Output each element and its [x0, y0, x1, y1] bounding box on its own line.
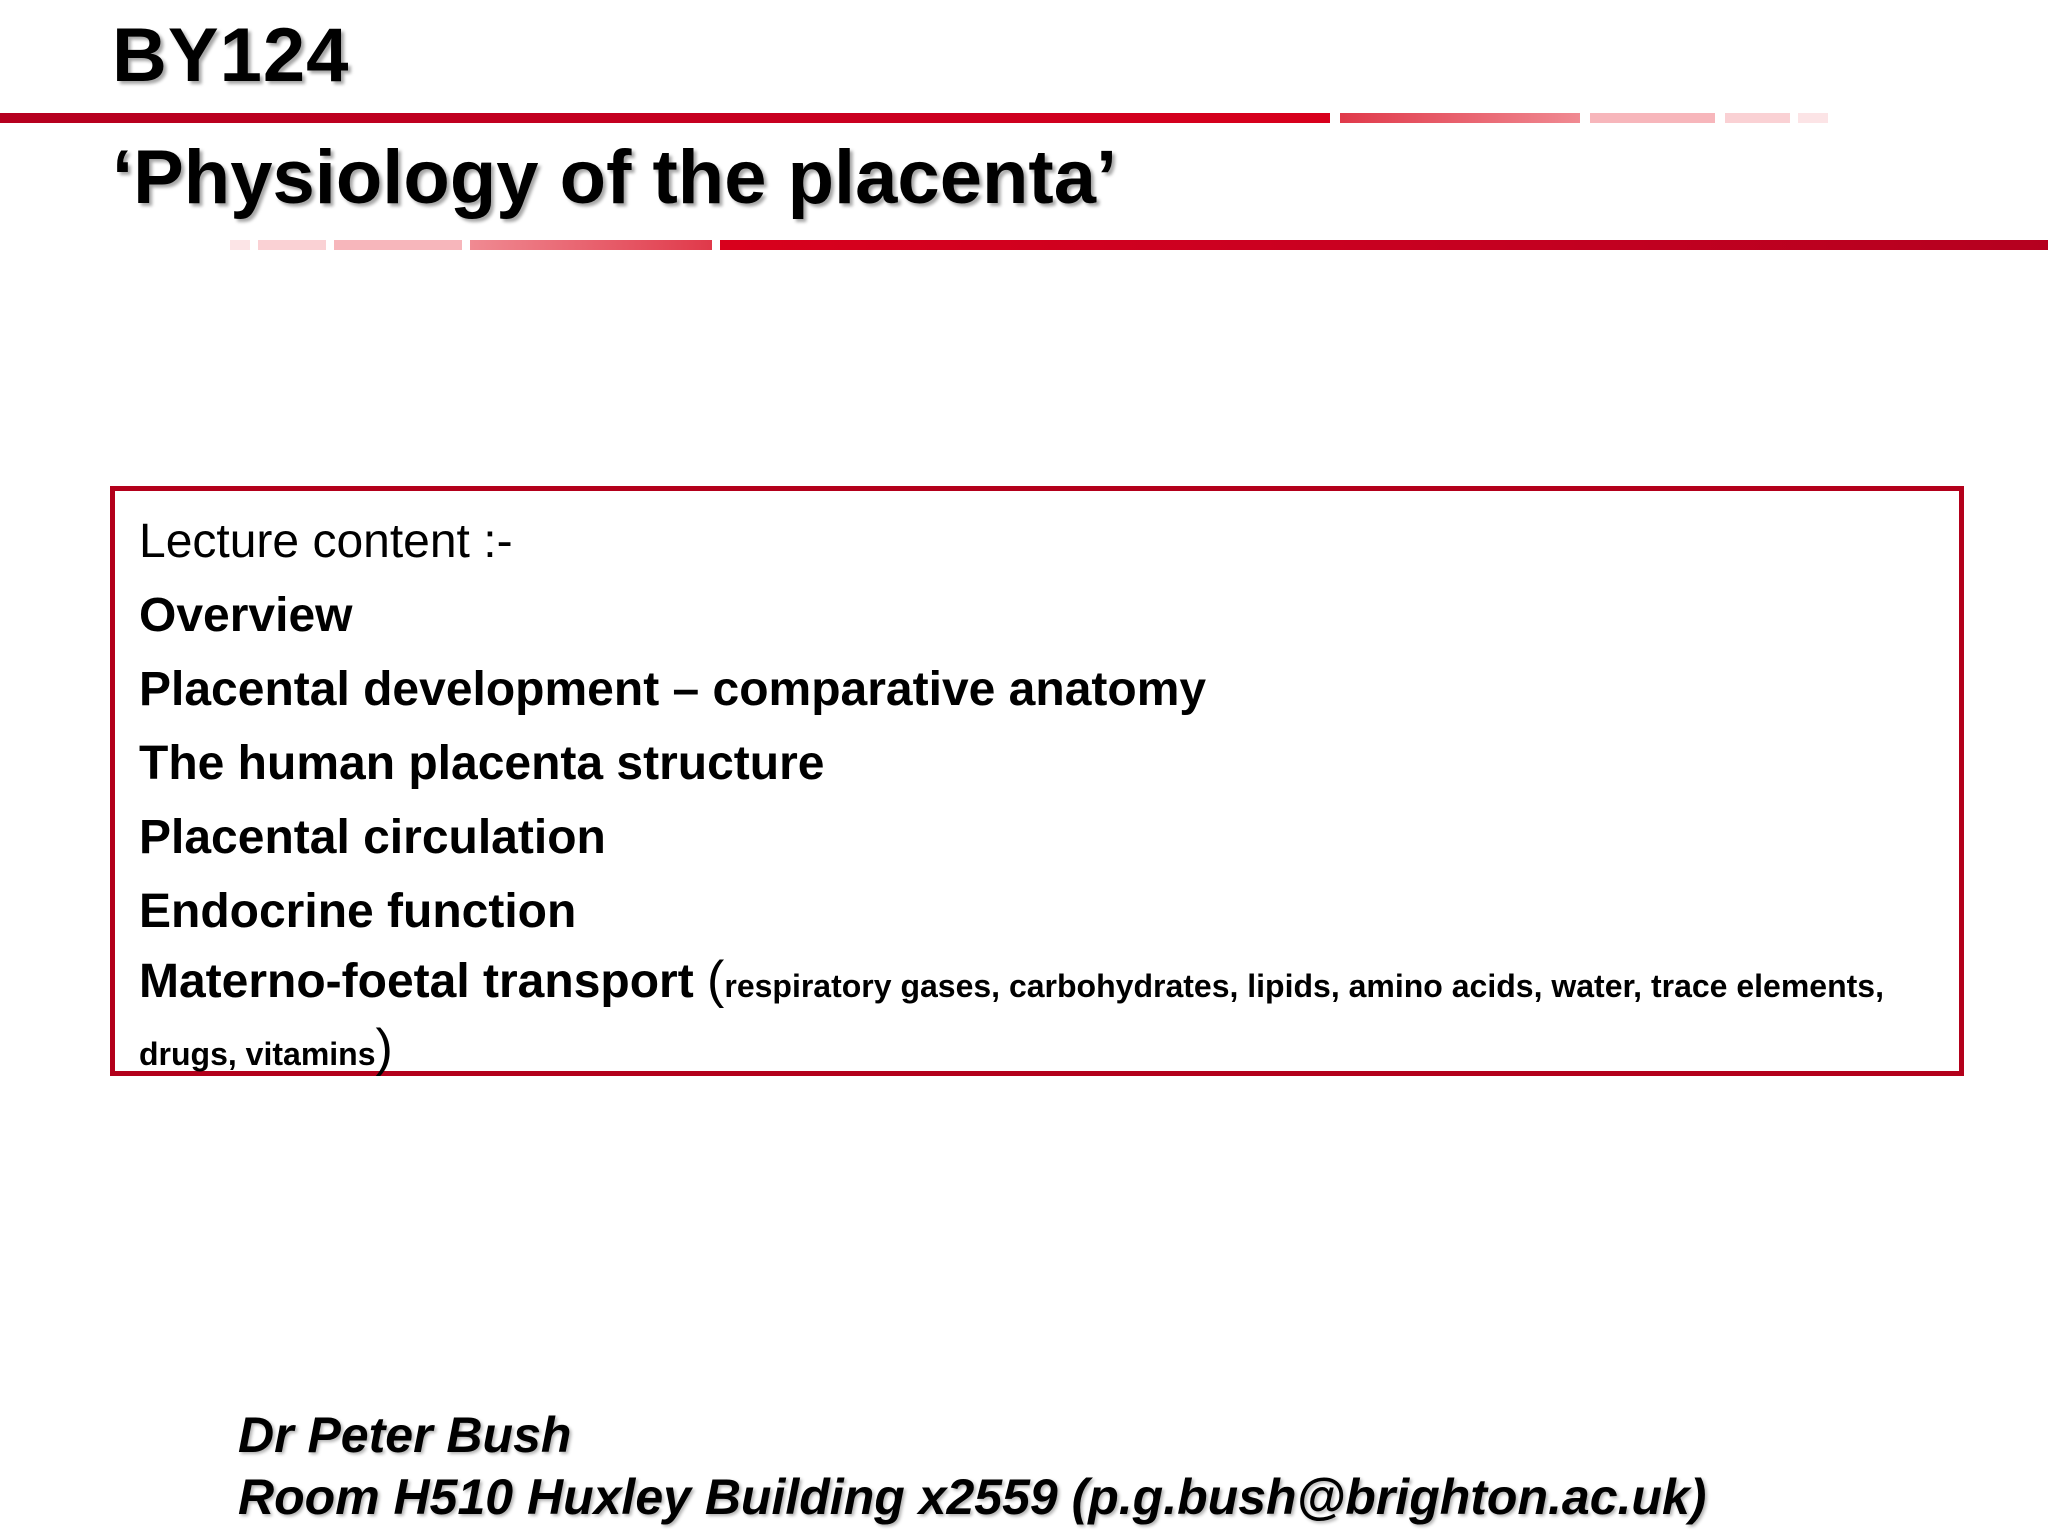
lecture-content-heading: Lecture content :- [139, 515, 513, 568]
content-item-materno-foetal-transport [139, 949, 1935, 1085]
header-rule-top-fade-1 [1340, 113, 1580, 123]
header-rule-bottom-main [720, 240, 2048, 250]
close-paren: ) [375, 1019, 393, 1077]
content-item-overview: Overview [139, 589, 353, 642]
header-rule-bottom-fade-4 [230, 240, 250, 250]
materno-foetal-transport-detail: respiratory gases, carbohydrates, lipids, amino acids, water, trace elements, drugs, vitamins [139, 968, 1884, 1072]
lecture-title: ‘Physiology of the placenta’ [112, 135, 1118, 220]
header-rule-top-fade-2 [1590, 113, 1715, 123]
materno-foetal-transport-label: Materno-foetal transport [139, 955, 708, 1008]
course-code: BY124 [112, 13, 350, 98]
content-item-human-placenta-structure: The human placenta structure [139, 737, 825, 790]
header-rule-bottom-fade-2 [334, 240, 462, 250]
lecture-content-list [139, 579, 1935, 1085]
header-rule-bottom-fade-3 [258, 240, 326, 250]
content-item-placental-development: Placental development – comparative anatomy [139, 663, 1207, 716]
lecturer-contact: Room H510 Huxley Building x2559 (p.g.bush@brighton.ac.uk) [238, 1469, 1707, 1525]
content-item-endocrine-function: Endocrine function [139, 885, 577, 938]
header-rule-bottom-fade-1 [470, 240, 712, 250]
open-paren: ( [707, 951, 725, 1009]
content-item-placental-circulation: Placental circulation [139, 811, 606, 864]
lecturer-name: Dr Peter Bush [238, 1407, 572, 1463]
header-rule-top-fade-4 [1798, 113, 1828, 123]
header-rule-top-main [0, 113, 1330, 123]
lecture-content-box [110, 486, 1964, 1076]
lecturer-info [238, 1404, 1706, 1528]
header-rule-top-fade-3 [1725, 113, 1790, 123]
